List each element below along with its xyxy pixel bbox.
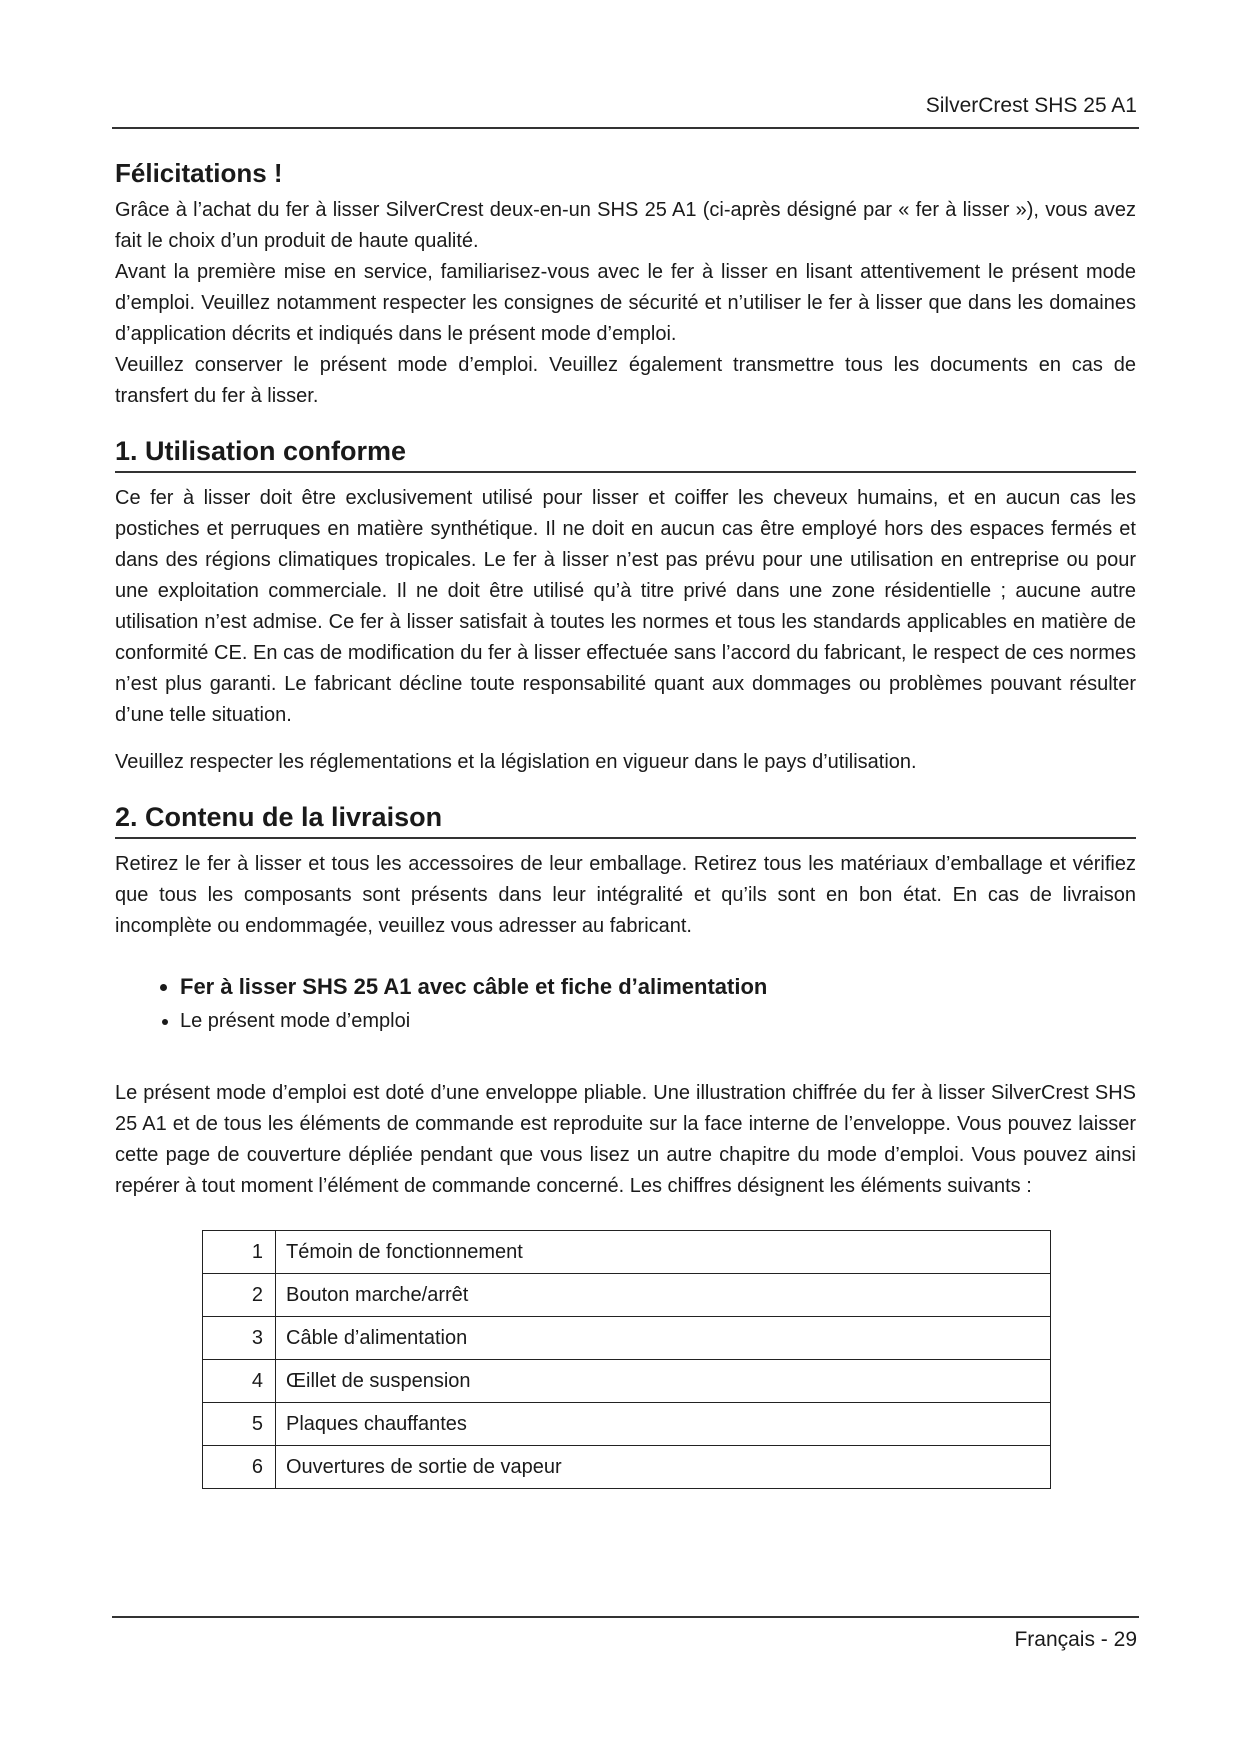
section-1-heading: 1. Utilisation conforme <box>115 436 1136 473</box>
section-2-heading: 2. Contenu de la livraison <box>115 802 1136 839</box>
part-number: 4 <box>203 1360 276 1403</box>
page-content <box>115 158 1136 1489</box>
part-label: Œillet de suspension <box>276 1360 1051 1403</box>
part-number: 6 <box>203 1446 276 1489</box>
part-number: 2 <box>203 1274 276 1317</box>
intro-paragraph: Veuillez conserver le présent mode d’emploi. Veuillez également transmettre tous les documents en cas de transfert du fer à lisser. <box>115 354 1136 407</box>
intro-paragraph: Avant la première mise en service, familiarisez-vous avec le fer à lisser en lisant attentivement le présent mode d’emploi. Veuillez notamment respecter les consignes de sécurité et n’utiliser le fer à lisser que dans les domaines d’application décrits et indiqués dans le présent mode d’emploi. <box>115 261 1136 345</box>
section-2-paragraph: Retirez le fer à lisser et tous les accessoires de leur emballage. Retirez tous les matériaux d’emballage et vérifiez que tous les composants sont présents dans leur intégralité et qu’ils sont en bon état. En cas de livraison incomplète ou endommagée, veuillez vous adresser au fabricant. <box>115 853 1136 937</box>
table-row <box>203 1360 1051 1403</box>
part-label: Ouvertures de sortie de vapeur <box>276 1446 1051 1489</box>
part-label: Témoin de fonctionnement <box>276 1231 1051 1274</box>
header-rule <box>112 127 1139 129</box>
table-row <box>203 1274 1051 1317</box>
section-2-paragraph: Le présent mode d’emploi est doté d’une enveloppe pliable. Une illustration chiffrée du fer à lisser SilverCrest SHS 25 A1 et de tous les éléments de commande est reproduite sur la face interne de l’enveloppe. Vous pouvez laisser cette page de couverture dépliée pendant que vous lisez un autre chapitre du mode d’emploi. Vous pouvez ainsi repérer à tout moment l’élément de commande concerné. Les chiffres désignent les éléments suivants : <box>115 1082 1136 1197</box>
intro-title: Félicitations ! <box>115 158 283 188</box>
part-label: Bouton marche/arrêt <box>276 1274 1051 1317</box>
table-row <box>203 1317 1051 1360</box>
table-row <box>203 1231 1051 1274</box>
table-row <box>203 1403 1051 1446</box>
part-label: Plaques chauffantes <box>276 1403 1051 1446</box>
part-number: 5 <box>203 1403 276 1446</box>
table-row <box>203 1446 1051 1489</box>
part-label: Câble d’alimentation <box>276 1317 1051 1360</box>
part-number: 1 <box>203 1231 276 1274</box>
parts-table <box>202 1230 1051 1489</box>
list-item: • Fer à lisser SHS 25 A1 avec câble et fiche d’alimentation <box>180 970 1136 1004</box>
delivery-contents-list <box>115 970 1136 1038</box>
header-product-name: SilverCrest SHS 25 A1 <box>925 94 1137 117</box>
intro-paragraph: Grâce à l’achat du fer à lisser SilverCrest deux-en-un SHS 25 A1 (ci-après désigné par « fer à lisser »), vous avez fait le choix d’un produit de haute qualité. <box>115 199 1136 252</box>
section-1-paragraph: Ce fer à lisser doit être exclusivement utilisé pour lisser et coiffer les cheveux humains, et en aucun cas les postiches et perruques en matière synthétique. Il ne doit en aucun cas être employé hors des espaces fermés et dans des régions climatiques tropicales. Le fer à lisser n’est pas prévu pour une utilisation en entreprise ou pour une exploitation commerciale. Il ne doit être utilisé qu’à titre privé dans une zone résidentielle ; aucune autre utilisation n’est admise. Ce fer à lisser satisfait à toutes les normes et tous les standards applicables en matière de conformité CE. En cas de modification du fer à lisser effectuée sans l’accord du fabricant, le respect de ces normes n’est plus garanti. Le fabricant décline toute responsabilité quant aux dommages ou problèmes pouvant résulter d’une telle situation. <box>115 487 1136 726</box>
part-number: 3 <box>203 1317 276 1360</box>
section-1-paragraph: Veuillez respecter les réglementations et la législation en vigueur dans le pays d’utilisation. <box>115 751 917 773</box>
footer-rule <box>112 1616 1139 1618</box>
footer-page-number: Français - 29 <box>1014 1628 1137 1651</box>
list-item: • Le présent mode d’emploi <box>180 1004 1136 1038</box>
